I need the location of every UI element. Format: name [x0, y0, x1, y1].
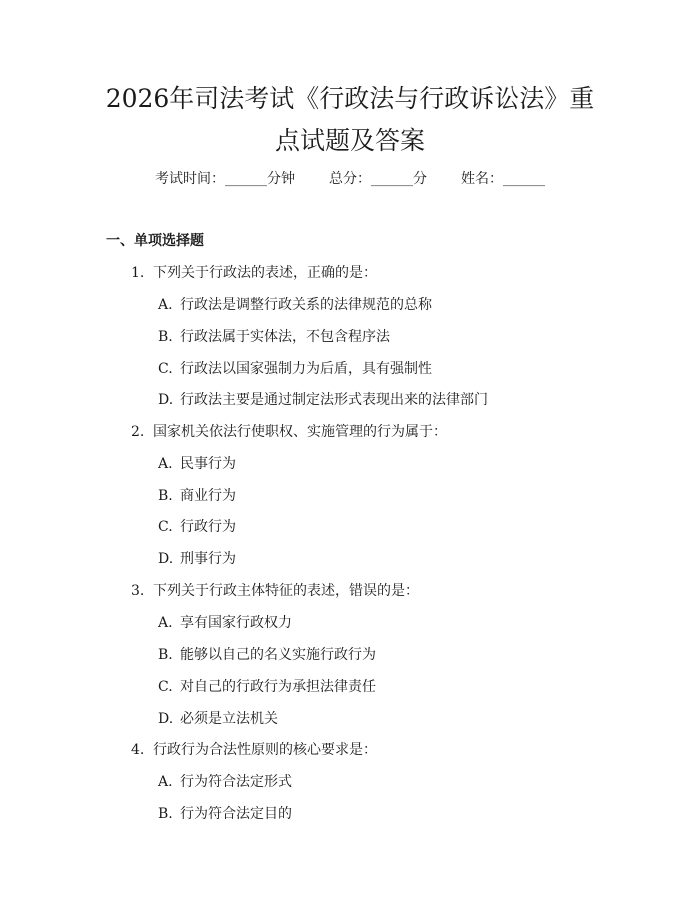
- option-text: 行为符合法定目的: [180, 806, 292, 822]
- option-text: 行政法是调整行政关系的法律规范的总称: [180, 297, 432, 313]
- option-label: B.: [158, 647, 173, 663]
- option-label: D.: [158, 392, 174, 408]
- question-text: 下列关于行政主体特征的表述，错误的是：: [153, 583, 419, 599]
- option-text: 行政行为: [180, 519, 236, 535]
- option-2b: [158, 485, 236, 505]
- option-2d: [158, 548, 236, 568]
- exam-time: 考试时间：______分钟: [155, 171, 295, 187]
- option-label: A.: [158, 297, 173, 313]
- section-title: 一、单项选择题: [106, 233, 204, 249]
- option-label: A.: [158, 615, 173, 631]
- option-text: 对自己的行政行为承担法律责任: [180, 679, 376, 695]
- option-label: B.: [158, 329, 173, 345]
- option-text: 商业行为: [180, 488, 236, 504]
- option-2c: [158, 516, 236, 536]
- option-1c: [158, 358, 432, 378]
- option-1a: [158, 294, 432, 314]
- option-text: 刑事行为: [180, 551, 236, 567]
- option-label: B.: [158, 488, 173, 504]
- title-line-2: 点试题及答案: [274, 126, 425, 155]
- question-4: [131, 739, 377, 759]
- option-label: C.: [158, 679, 173, 695]
- option-text: 行政法以国家强制力为后盾，具有强制性: [180, 361, 432, 377]
- option-text: 行为符合法定形式: [180, 774, 292, 790]
- candidate-name: 姓名：______: [461, 171, 545, 187]
- question-1: [131, 262, 377, 282]
- option-label: C.: [158, 361, 173, 377]
- option-label: C.: [158, 519, 173, 535]
- option-label: A.: [158, 456, 173, 472]
- option-3d: [158, 708, 278, 728]
- option-1d: [158, 389, 488, 409]
- question-number: 3.: [131, 583, 145, 599]
- question-number: 4.: [131, 742, 145, 758]
- total-score: 总分：______分: [329, 171, 427, 187]
- option-text: 行政法属于实体法，不包含程序法: [180, 329, 390, 345]
- option-1b: [158, 326, 390, 346]
- option-label: D.: [158, 551, 174, 567]
- option-label: A.: [158, 774, 173, 790]
- option-label: D.: [158, 711, 174, 727]
- option-label: B.: [158, 806, 173, 822]
- option-text: 能够以自己的名义实施行政行为: [180, 647, 376, 663]
- question-text: 下列关于行政法的表述，正确的是：: [153, 265, 377, 281]
- option-text: 必须是立法机关: [180, 711, 278, 727]
- question-text: 国家机关依法行使职权、实施管理的行为属于：: [153, 424, 447, 440]
- option-text: 享有国家行政权力: [180, 615, 292, 631]
- option-4a: [158, 771, 292, 791]
- option-3c: [158, 676, 376, 696]
- exam-meta: [0, 168, 700, 188]
- question-3: [131, 580, 419, 600]
- option-2a: [158, 453, 236, 473]
- option-3a: [158, 612, 292, 632]
- option-text: 民事行为: [180, 456, 236, 472]
- option-4b: [158, 803, 292, 823]
- question-number: 2.: [131, 424, 145, 440]
- question-text: 行政行为合法性原则的核心要求是：: [153, 742, 377, 758]
- document-title: [60, 78, 640, 162]
- title-line-1: 2026年司法考试《行政法与行政诉讼法》重: [105, 84, 595, 113]
- question-2: [131, 421, 447, 441]
- option-3b: [158, 644, 376, 664]
- question-number: 1.: [131, 265, 145, 281]
- option-text: 行政法主要是通过制定法形式表现出来的法律部门: [180, 392, 488, 408]
